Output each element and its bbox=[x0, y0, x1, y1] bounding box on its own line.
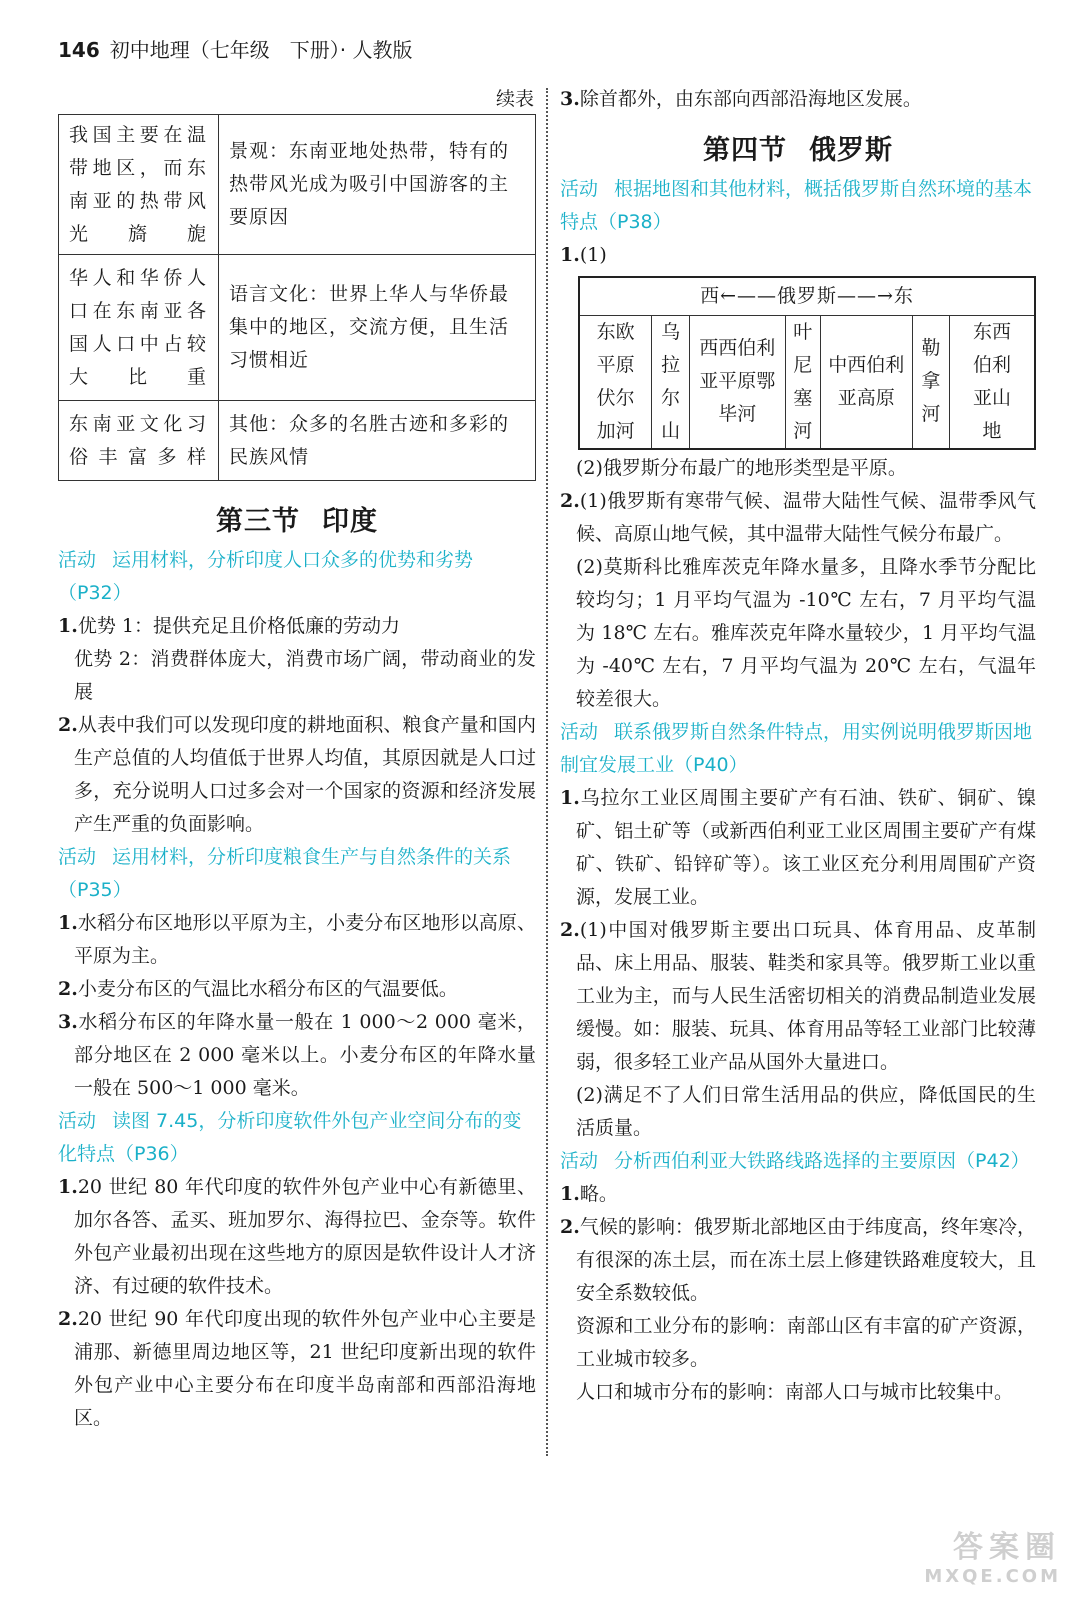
activity-heading bbox=[58, 1105, 536, 1171]
section-name: 俄罗斯 bbox=[809, 135, 893, 166]
table-cell: 乌拉尔山 bbox=[652, 315, 689, 449]
answer-item bbox=[58, 1006, 536, 1105]
activity-heading bbox=[560, 1145, 1036, 1178]
answer-item bbox=[560, 1178, 1036, 1211]
item-text: 小麦分布区的气温比水稻分布区的气温要低。 bbox=[77, 978, 458, 1000]
table-row bbox=[59, 115, 536, 255]
activity-title: 联系俄罗斯自然条件特点，用实例说明俄罗斯因地制宜发展工业（P40） bbox=[560, 720, 1033, 776]
item-number: 1. bbox=[58, 615, 78, 637]
table-cell: 我国主要在温带地区，而东南亚的热带风光旖旎 bbox=[59, 115, 219, 255]
item-number: 2. bbox=[560, 489, 580, 512]
activity-title: 根据地图和其他材料，概括俄罗斯自然环境的基本特点（P38） bbox=[560, 178, 1033, 233]
item-text: 优势 2：消费群体庞大，消费市场广阔，带动商业的发展 bbox=[74, 648, 536, 703]
answer-item: (2)俄罗斯分布最广的地形类型是平原。 bbox=[576, 456, 907, 479]
answer-item bbox=[58, 973, 536, 1006]
answer-item bbox=[560, 914, 1036, 1079]
item-text: 从表中我们可以发现印度的耕地面积、粮食产量和国内生产总值的人均值低于世界人均值，其原因就是人口过多，充分说明人口过多会对一个国家的资源和经济发展产生严重的负面影响。 bbox=[74, 714, 536, 835]
item-text: 略。 bbox=[579, 1182, 618, 1205]
activity-title: 运用材料，分析印度人口众多的优势和劣势（P32） bbox=[58, 549, 474, 604]
item-number: 2. bbox=[560, 1215, 580, 1238]
right-column bbox=[560, 84, 1036, 1409]
activity-title: 读图 7.45，分析印度软件外包产业空间分布的变化特点（P36） bbox=[58, 1110, 522, 1165]
table-cell: 勒拿河 bbox=[912, 315, 949, 449]
section-title-india bbox=[58, 499, 536, 538]
table-cell: 其他：众多的名胜古迹和多彩的民族风情 bbox=[219, 401, 536, 481]
table-cell: 西西伯利亚平原鄂毕河 bbox=[689, 315, 785, 449]
item-number: 2. bbox=[58, 1308, 78, 1330]
item-number: 2. bbox=[560, 918, 580, 941]
page-number: 146 bbox=[58, 38, 100, 62]
book-title: 初中地理（七年级 下册）· 人教版 bbox=[109, 38, 413, 62]
table-cell: 东南亚文化习俗丰富多样 bbox=[59, 401, 219, 481]
item-text: (1)俄罗斯有寒带气候、温带大陆性气候、温带季风气候、高原山地气候，其中温带大陆性气候分布最广。 bbox=[576, 489, 1036, 545]
activity-heading bbox=[58, 841, 536, 907]
item-number: 1. bbox=[560, 786, 580, 809]
answer-item bbox=[560, 485, 1036, 551]
item-number: 1. bbox=[58, 1176, 78, 1198]
item-text: 优势 1：提供充足且价格低廉的劳动力 bbox=[77, 615, 400, 637]
watermark-line: MXQE.COM bbox=[924, 1566, 1061, 1587]
answer-item bbox=[560, 239, 1036, 272]
section-number: 第三节 bbox=[216, 506, 300, 537]
table-cell: 中西伯利亚高原 bbox=[821, 315, 913, 449]
table-cell: 华人和华侨人口在东南亚各国人口中占较大比重 bbox=[59, 255, 219, 401]
table-cell: 东西伯利亚山地 bbox=[950, 315, 1035, 449]
left-column bbox=[58, 84, 536, 1435]
answer-item bbox=[560, 1211, 1036, 1310]
answer-item bbox=[58, 643, 536, 709]
answer-item bbox=[560, 84, 1036, 114]
activity-tag: 活动 bbox=[58, 846, 97, 868]
activity-title: 分析西伯利亚大铁路线路选择的主要原因（P42） bbox=[614, 1149, 1030, 1172]
item-number: 3. bbox=[560, 88, 580, 110]
answer-item bbox=[58, 907, 536, 973]
section-title-russia bbox=[560, 128, 1036, 167]
activity-heading bbox=[58, 544, 536, 610]
item-number: 1. bbox=[560, 244, 580, 266]
column-divider bbox=[546, 88, 548, 1456]
answer-item bbox=[58, 709, 536, 841]
answer-item: 资源和工业分布的影响：南部山区有丰富的矿产资源，工业城市较多。 bbox=[576, 1314, 1036, 1370]
answer-item bbox=[58, 1171, 536, 1303]
table-cell: 语言文化：世界上华人与华侨最集中的地区，交流方便，且生活习惯相近 bbox=[219, 255, 536, 401]
answer-item bbox=[58, 1303, 536, 1435]
answer-item: 人口和城市分布的影响：南部人口与城市比较集中。 bbox=[576, 1380, 1014, 1403]
section-name: 印度 bbox=[322, 506, 378, 537]
item-number: 1. bbox=[58, 912, 78, 934]
item-text: 除首都外，由东部向西部沿海地区发展。 bbox=[579, 88, 922, 110]
table-row bbox=[579, 315, 1035, 449]
item-text: 乌拉尔工业区周围主要矿产有石油、铁矿、铜矿、镍矿、铝土矿等（或新西伯利亚工业区周围主要矿产有煤矿、铁矿、铅锌矿等）。该工业区充分利用周围矿产资源，发展工业。 bbox=[576, 786, 1036, 908]
continued-label: 续表 bbox=[495, 88, 534, 110]
item-text: 20 世纪 90 年代印度出现的软件外包产业中心主要是浦那、新德里周边地区等，21 世纪印度新出现的软件外包产业中心主要分布在印度半岛南部和西部沿海地区。 bbox=[74, 1308, 536, 1429]
tourism-reason-table bbox=[58, 114, 536, 481]
activity-title: 运用材料，分析印度粮食生产与自然条件的关系（P35） bbox=[58, 846, 512, 901]
table-cell: 东欧平原伏尔加河 bbox=[579, 315, 652, 449]
item-number: 2. bbox=[58, 978, 78, 1000]
item-number: 1. bbox=[560, 1182, 580, 1205]
activity-heading bbox=[560, 716, 1036, 782]
table-row bbox=[59, 255, 536, 401]
answer-item bbox=[560, 782, 1036, 914]
table-row bbox=[59, 401, 536, 481]
watermark-line: 答案圈 bbox=[953, 1530, 1061, 1565]
table-cell: 叶尼塞河 bbox=[785, 315, 820, 449]
terrain-table bbox=[578, 276, 1036, 450]
table-cell: 景观：东南亚地处热带，特有的热带风光成为吸引中国游客的主要原因 bbox=[219, 115, 536, 255]
page-header bbox=[58, 34, 412, 63]
answer-item: (2)满足不了人们日常生活用品的供应，降低国民的生活质量。 bbox=[576, 1083, 1036, 1139]
activity-tag: 活动 bbox=[58, 549, 97, 571]
activity-tag: 活动 bbox=[560, 178, 599, 200]
item-text: 水稻分布区的年降水量一般在 1 000～2 000 毫米，部分地区在 2 000 毫米以上。小麦分布区的年降水量一般在 500～1 000 毫米。 bbox=[74, 1011, 536, 1099]
item-text: (1)中国对俄罗斯主要出口玩具、体育用品、皮革制品、床上用品、服装、鞋类和家具等。俄罗斯工业以重工业为主，而与人民生活密切相关的消费品制造业发展缓慢。如：服装、玩具、体育用品等轻工业部门比较薄弱，很多轻工业产品从国外大量进口。 bbox=[576, 918, 1036, 1073]
item-text: 水稻分布区地形以平原为主，小麦分布区地形以高原、平原为主。 bbox=[74, 912, 536, 967]
answer-item bbox=[58, 610, 536, 643]
watermark bbox=[881, 1522, 1061, 1587]
item-number: 3. bbox=[58, 1011, 78, 1033]
section-number: 第四节 bbox=[703, 135, 787, 166]
item-number: 2. bbox=[58, 714, 78, 736]
activity-heading bbox=[560, 173, 1036, 239]
activity-tag: 活动 bbox=[560, 720, 599, 743]
item-text: (1) bbox=[579, 244, 607, 266]
answer-item: (2)莫斯科比雅库茨克年降水量多，且降水季节分配比较均匀；1 月平均气温为 -10℃ 左右，7 月平均气温为 18℃ 左右。雅库茨克年降水量较少，1 月平均气温为 -40℃ 左右，7 月平均气温为 20℃ 左右，气温年较差很大。 bbox=[576, 555, 1036, 710]
table-header: 西←——俄罗斯——→东 bbox=[579, 277, 1035, 315]
table-row bbox=[579, 277, 1035, 315]
activity-tag: 活动 bbox=[560, 1149, 599, 1172]
activity-tag: 活动 bbox=[58, 1110, 97, 1132]
item-text: 20 世纪 80 年代印度的软件外包产业中心有新德里、加尔各答、孟买、班加罗尔、海得拉巴、金奈等。软件外包产业最初出现在这些地方的原因是软件设计人才济济、有过硬的软件技术。 bbox=[74, 1176, 536, 1297]
item-text: 气候的影响：俄罗斯北部地区由于纬度高，终年寒冷，有很深的冻土层，而在冻土层上修建铁路难度较大，且安全系数较低。 bbox=[576, 1215, 1036, 1304]
